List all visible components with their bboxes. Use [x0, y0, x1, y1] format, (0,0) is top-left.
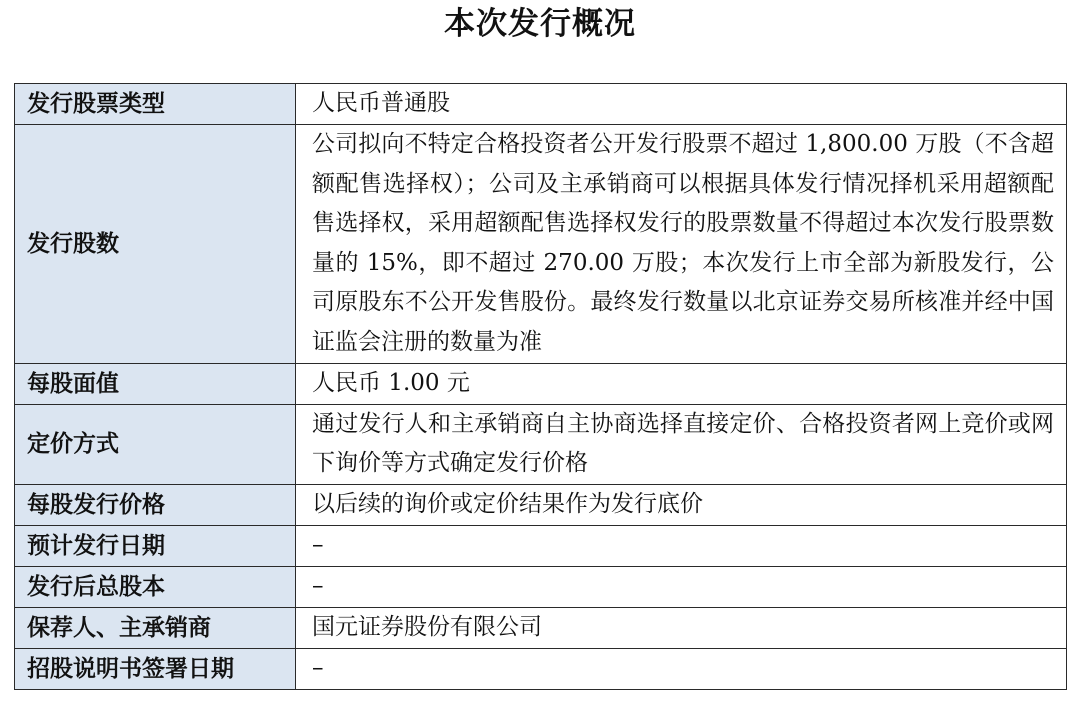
row-label: 招股说明书签署日期: [15, 648, 296, 689]
row-value: 通过发行人和主承销商自主协商选择直接定价、合格投资者网上竞价或网下询价等方式确定发行价格: [296, 404, 1067, 484]
table-row-issue-date: [15, 525, 1067, 566]
table-row-stock-type: [15, 84, 1067, 125]
row-label: 定价方式: [15, 404, 296, 484]
row-value: 国元证券股份有限公司: [296, 607, 1067, 648]
table-row-prospectus-date: [15, 648, 1067, 689]
row-value: 人民币普通股: [296, 84, 1067, 125]
table-row-share-count: [15, 125, 1067, 364]
row-label: 发行后总股本: [15, 566, 296, 607]
row-value: –: [296, 525, 1067, 566]
row-label: 发行股数: [15, 125, 296, 364]
table-row-pricing-method: [15, 404, 1067, 484]
row-label: 每股发行价格: [15, 484, 296, 525]
table-row-sponsor: [15, 607, 1067, 648]
table-row-par-value: [15, 363, 1067, 404]
row-value: –: [296, 566, 1067, 607]
row-label: 保荐人、主承销商: [15, 607, 296, 648]
row-label: 预计发行日期: [15, 525, 296, 566]
row-value: –: [296, 648, 1067, 689]
row-value: 以后续的询价或定价结果作为发行底价: [296, 484, 1067, 525]
row-label: 每股面值: [15, 363, 296, 404]
table-row-issue-price: [15, 484, 1067, 525]
document-title: 本次发行概况: [444, 6, 636, 42]
offering-summary-table: [14, 83, 1067, 690]
row-value: 人民币 1.00 元: [296, 363, 1067, 404]
row-value: 公司拟向不特定合格投资者公开发行股票不超过 1,800.00 万股（不含超额配售选择权）；公司及主承销商可以根据具体发行情况择机采用超额配售选择权，采用超额配售选择权发行的股票数量不得超过本次发行股票数量的 15%，即不超过 270.00 万股；本次发行上市全部为新股发行，公司原股东不公开发售股份。最终发行数量以北京证券交易所核准并经中国证监会注册的数量为准: [296, 125, 1067, 364]
row-label: 发行股票类型: [15, 84, 296, 125]
table-row-total-shares: [15, 566, 1067, 607]
